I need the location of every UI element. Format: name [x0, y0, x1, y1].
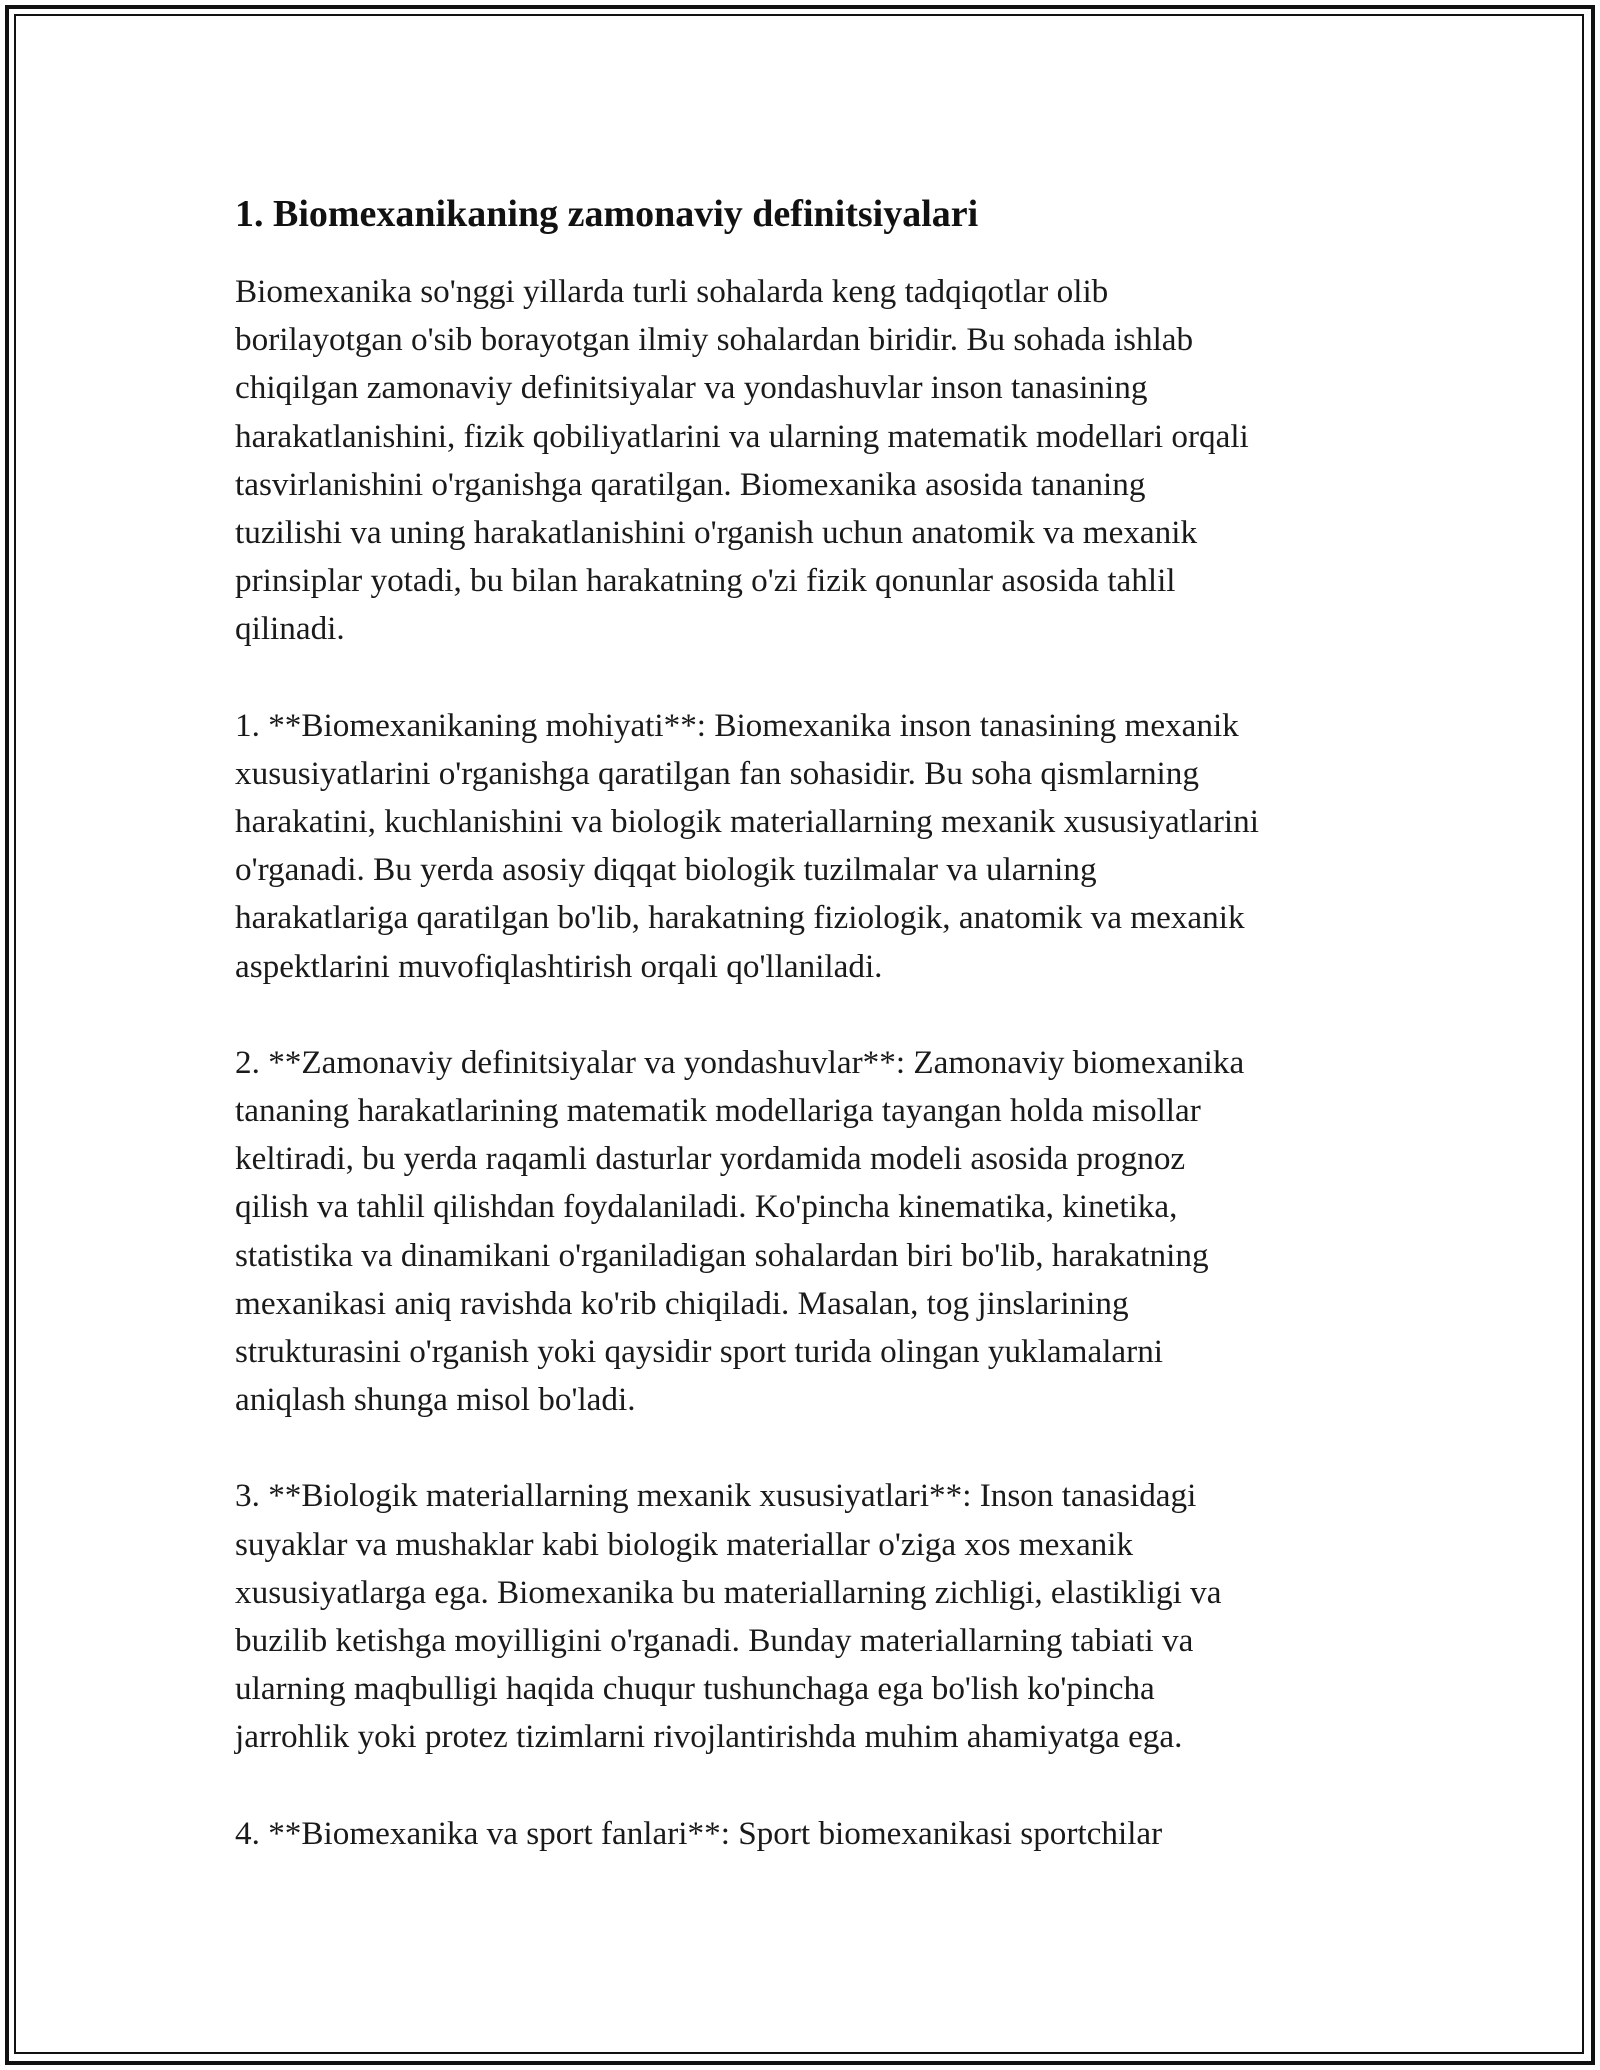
text-line: 3. **Biologik materiallarning mexanik xususiyatlari**: Inson tanasidagi — [235, 1477, 1197, 1515]
text-line: aspektlarini muvofiqlashtirish orqali qo'llaniladi. — [235, 947, 883, 985]
section-heading: 1. Biomexanikaning zamonaviy definitsiyalari — [235, 193, 979, 235]
text-line: Biomexanika so'nggi yillarda turli sohalarda keng tadqiqotlar olib — [235, 273, 1109, 310]
text-line: statistika va dinamikani o'rganiladigan sohalardan biri bo'lib, harakatning — [235, 1236, 1209, 1274]
text-line: aniqlash shunga misol bo'ladi. — [235, 1381, 636, 1419]
text-line: xususiyatlarini o'rganishga qaratilgan fan sohasidir. Bu soha qismlarning — [235, 754, 1199, 792]
text-line: mexanikasi aniq ravishda ko'rib chiqiladi. Masalan, tog jinslarining — [235, 1284, 1129, 1322]
text-line: suyaklar va mushaklar kabi biologik materiallar o'ziga xos mexanik — [235, 1525, 1134, 1563]
document-body — [235, 186, 1365, 1906]
text-line: tuzilishi va uning harakatlanishini o'rganish uchun anatomik va mexanik — [235, 514, 1198, 552]
text-line: xususiyatlarga ega. Biomexanika bu materiallarning zichligi, elastikligi va — [235, 1573, 1222, 1611]
text-line: harakatlariga qaratilgan bo'lib, harakatning fiziologik, anatomik va mexanik — [235, 899, 1245, 937]
list-item-3-paragraph — [235, 1472, 1365, 1761]
text-line: qilish va tahlil qilishdan foydalaniladi. Ko'pincha kinematika, kinetika, — [235, 1188, 1178, 1226]
text-line: o'rganadi. Bu yerda asosiy diqqat biologik tuzilmalar va ularning — [235, 851, 1097, 889]
list-item-1-paragraph — [235, 702, 1365, 991]
text-line: 4. **Biomexanika va sport fanlari**: Sport biomexanikasi sportchilar — [235, 1814, 1163, 1852]
text-line: 1. **Biomexanikaning mohiyati**: Biomexanika inson tanasining mexanik — [235, 706, 1239, 744]
text-line: harakatlanishini, fizik qobiliyatlarini va ularning matematik modellari orqali — [235, 417, 1249, 455]
text-line: buzilib ketishga moyilligini o'rganadi. Bunday materiallarning tabiati va — [235, 1622, 1194, 1660]
text-line: chiqilgan zamonaviy definitsiyalar va yondashuvlar inson tanasining — [235, 369, 1148, 407]
text-line: borilayotgan o'sib borayotgan ilmiy sohalardan biridir. Bu sohada ishlab — [235, 321, 1194, 359]
text-line: strukturasini o'rganish yoki qaysidir sport turida olingan yuklamalarni — [235, 1333, 1164, 1371]
text-line: keltiradi, bu yerda raqamli dasturlar yordamida modeli asosida prognoz — [235, 1140, 1186, 1178]
text-line: 2. **Zamonaviy definitsiyalar va yondashuvlar**: Zamonaviy biomexanika — [235, 1043, 1245, 1081]
list-item-4-paragraph — [235, 1810, 1365, 1858]
list-item-2-paragraph — [235, 1039, 1365, 1425]
text-line: tananing harakatlarining matematik modellariga tayangan holda misollar — [235, 1092, 1201, 1130]
text-line: ularning maqbulligi haqida chuqur tushunchaga ega bo'lish ko'pincha — [235, 1670, 1155, 1708]
text-line: harakatini, kuchlanishini va biologik materiallarning mexanik xususiyatlarini — [235, 803, 1259, 841]
intro-paragraph — [235, 268, 1365, 654]
text-line: tasvirlanishini o'rganishga qaratilgan. Biomexanika asosida tananing — [235, 465, 1146, 503]
text-line: qilinadi. — [235, 610, 345, 648]
text-line: prinsiplar yotadi, bu bilan harakatning o'zi fizik qonunlar asosida tahlil — [235, 562, 1176, 600]
text-line: jarrohlik yoki protez tizimlarni rivojlantirishda muhim ahamiyatga ega. — [235, 1718, 1183, 1756]
